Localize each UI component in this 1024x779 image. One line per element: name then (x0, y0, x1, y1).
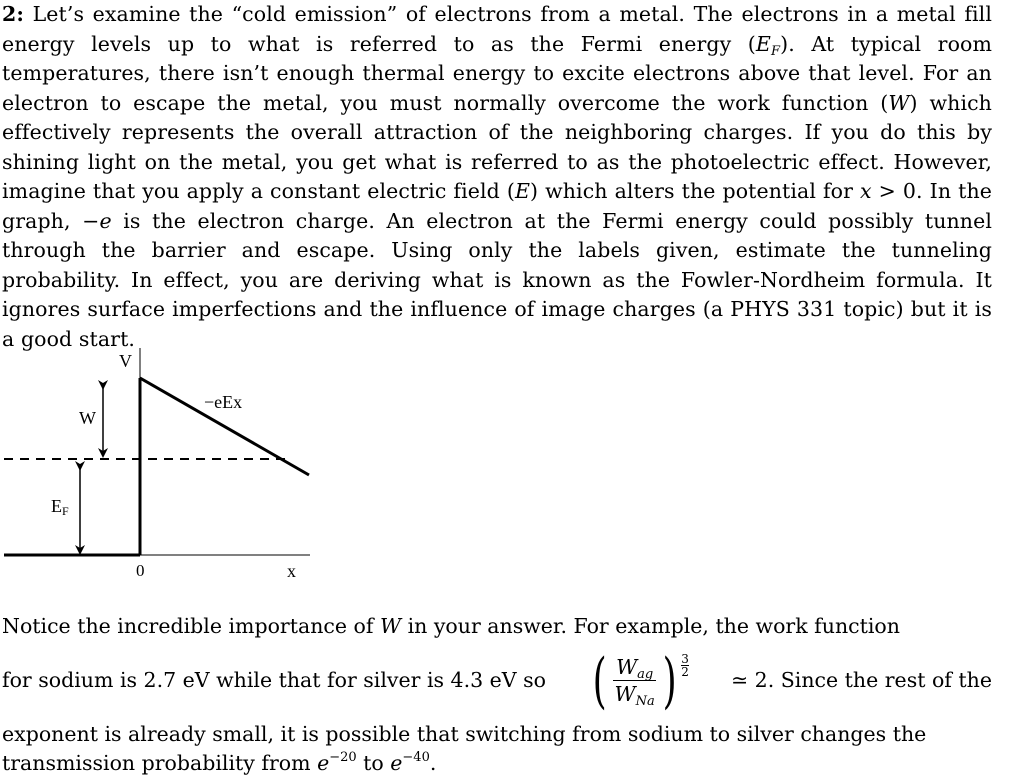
text-span: for sodium is 2.7 eV while that for silver is 4.3 eV so (2, 667, 546, 692)
exp-minus40: −40 (402, 750, 430, 765)
frac-den-sub: Na (635, 694, 655, 709)
text-span: . (429, 751, 437, 775)
zero-tick-label: 0 (136, 561, 145, 580)
frac-num: W (616, 655, 638, 679)
text-span: ) which effectively represents the overall attraction of the neighboring charges. If you do this by shining light on the metal, you get what is referred to as the photoelectric effect. However, imagine that you apply a constant electric field ( (2, 90, 992, 203)
math-ef: E (755, 31, 771, 56)
math-e: e (317, 751, 330, 775)
text-span: Let’s examine the “cold emission” of electrons from a metal. The electrons in a metal fill energy levels up to what is referred to as the Fermi energy ( (2, 2, 992, 56)
followup-text (2, 612, 992, 779)
slope-label: −eEx (204, 392, 243, 412)
math-e: e (390, 751, 403, 775)
frac-num-sub: ag (637, 667, 654, 682)
text-span: to (356, 751, 391, 775)
exp-num: 3 (681, 651, 689, 666)
text-span: ) which alters the potential for (530, 179, 860, 203)
followup-line-3: exponent is already small, it is possible that switching from sodium to silver changes the (2, 721, 927, 746)
w-label: W (79, 408, 96, 428)
problem-number: 2: (2, 2, 25, 26)
math-ef-sub: F (771, 43, 781, 59)
exp-minus20: −20 (329, 750, 357, 765)
text-span: is the electron charge. An electron at the Fermi energy could possibly tunnel through the barrier and escape. Using only the labels given, estimate the tunneling probability. In effect, you are deriving what is known as the Fowler-Nordheim formula. It ignores surface imperfections and the influence of image charges (a PHYS 331 topic) but it is a good start. (2, 208, 992, 351)
text-span: transmission probability from (2, 751, 318, 775)
frac-den: W (614, 682, 636, 706)
math-x: x (859, 179, 872, 203)
text-span: ≃ 2. Since the rest of the (730, 667, 992, 692)
ef-label-sub: F (62, 504, 69, 518)
followup-line-1 (2, 612, 992, 642)
ratio-expression: ( $\frac{W_{ag}}{W_{Na}}$ ) $\frac{3}{2}$ (592, 645, 689, 716)
exp-den: 2 (681, 664, 689, 679)
x-axis-label: x (287, 561, 296, 581)
math-w: W (888, 90, 910, 115)
math-w: W (379, 614, 402, 638)
v-label: V (119, 351, 132, 371)
text-span: Notice the incredible importance of (2, 614, 380, 638)
ef-label-main: E (51, 496, 62, 516)
problem-text (2, 0, 992, 354)
math-e: E (514, 179, 531, 203)
followup-line-4 (2, 749, 992, 779)
math-e-charge: e (99, 208, 112, 233)
ef-label (51, 496, 69, 518)
potential-diagram (0, 340, 330, 590)
followup-line-2 (2, 642, 992, 720)
text-span: in your answer. For example, the work function (401, 614, 900, 638)
text-span: ). At typical room temperatures, there isn’t enough thermal energy to excite electrons above that level. For an electron to escape the metal, you must normally overcome the work function ( (2, 31, 992, 115)
text-span: > 0. In the graph, − (2, 179, 992, 233)
